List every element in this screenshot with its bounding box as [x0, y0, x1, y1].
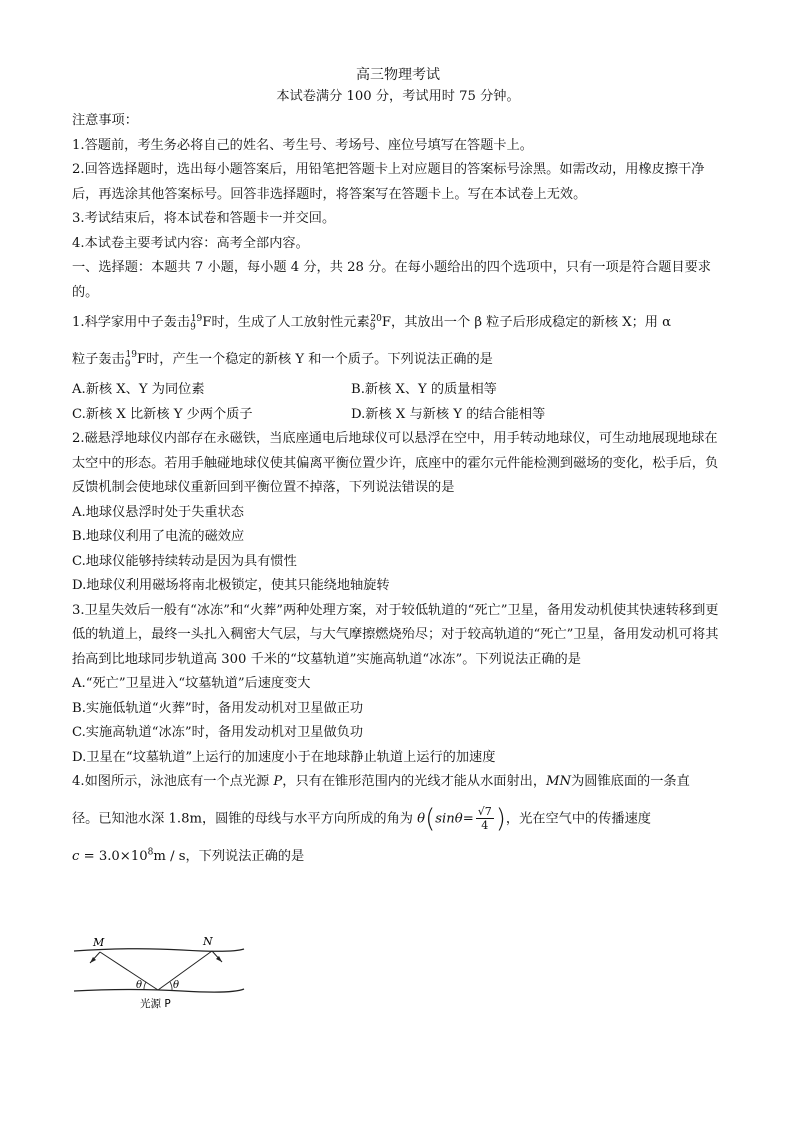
option-d[interactable]: D.新核 X 与新核 Y 的结合能相等: [351, 406, 546, 422]
option-b[interactable]: B.实施低轨道“火葬”时，备用发动机对卫星做正功: [72, 700, 364, 716]
q4-text: 4.如图所示，泳池底有一个点光源: [72, 774, 274, 789]
label-m: M: [93, 936, 105, 949]
figure-caption: 光源 P: [140, 998, 171, 1010]
nuclide-f20: $_9^{20}$F: [369, 313, 392, 333]
q4-fraction: $\frac{√7}{4}$: [477, 805, 492, 832]
question-2-stem: 2.磁悬浮地球仪内部存在永磁铁，当底座通电后地球仪可以悬浮在空中，用手转动地球仪，可生动地展现地球在太空中的形态。若用手触碰地球仪使其偏离平衡位置少许，底座中的霍尔元件能检测到磁场的变化，松手后，负反馈机制会使地球仪重新回到平衡位置不掉落，下列说法错误的是: [72, 431, 719, 495]
q4-text: ，光在空气中的传播速度: [505, 811, 651, 826]
label-theta-left: θ: [136, 980, 143, 991]
label-theta-right: θ: [173, 980, 180, 991]
note-item: 1.答题前，考生务必将自己的姓名、考生号、考场号、座位号填写在答题卡上。: [72, 137, 533, 153]
notes-heading: 注意事项：: [72, 113, 138, 128]
note-item: 3.考试结束后，将本试卷和答题卡一并交回。: [72, 211, 336, 226]
option-a[interactable]: A.新核 X、Y 为同位素: [72, 382, 205, 397]
option-a[interactable]: A.“死亡”卫星进入“坟墓轨道”后速度变大: [72, 676, 311, 691]
q4-var-c: c: [72, 849, 80, 864]
nuclide-f19: $_9^{19}$F: [124, 350, 147, 370]
q4-sin-expr: sinθ=: [435, 811, 474, 826]
section-heading: 一、选择题：本题共 7 小题，每小题 4 分，共 28 分。在每小题给出的四个选项中，只有一项是符合题目要求的。: [72, 260, 711, 300]
q1-text: 粒子轰击: [72, 351, 125, 367]
left-ray: [100, 952, 158, 990]
question-4-stem-line1: [72, 770, 724, 795]
q1-options-row: [72, 403, 724, 428]
option-b[interactable]: B.新核 X、Y 的质量相等: [351, 382, 497, 397]
option-a[interactable]: A.地球仪悬浮时处于失重状态: [72, 504, 244, 520]
q4-text: m / s，下列说法正确的是: [153, 849, 305, 864]
water-surface-line: [74, 949, 244, 952]
exam-subtitle: 本试卷满分 100 分，考试用时 75 分钟。: [276, 89, 520, 104]
option-c[interactable]: C.实施高轨道“冰冻”时，备用发动机对卫星做负功: [72, 725, 364, 740]
note-item: 2.回答选择题时，选出每小题答案后，用铅笔把答题卡上对应题目的答案标号涂黑。如需改动，用橡皮擦干净后，再选涂其他答案标号。回答非选择题时，将答案写在答题卡上。写在本试卷上无效。: [72, 162, 705, 202]
question-1-stem-line1: [72, 311, 724, 336]
q4-theta: θ: [417, 811, 426, 826]
label-n: N: [203, 935, 213, 948]
exam-page: [72, 60, 724, 870]
exam-title: 高三物理考试: [356, 67, 440, 83]
question-3-stem: 3.卫星失效后一般有“冰冻”和“火葬”两种处理方案，对于较低轨道的“死亡”卫星，备用发动机使其快速转移到更低的轨道上，最终一头扎入稠密大气层，与大气摩擦燃烧殆尽；对于较高轨道的“死亡”卫星，备用发动机可将其抬高到比地球同步轨道高 300 千米的“坟墓轨道”实施高轨道“冰冻”。下列说法正确的是: [72, 602, 719, 667]
question-1-stem-line2: [72, 348, 724, 373]
q4-var-p: P: [273, 774, 283, 789]
q1-text: 1.科学家用中子轰击: [72, 315, 191, 330]
q1-text: ，其放出一个 β 粒子后形成稳定的新核 X；用 α: [391, 315, 672, 330]
q1-text: 时，生成了人工放射性元素: [211, 315, 370, 330]
q4-text: 径。已知池水深 1.8m，圆锥的母线与水平方向所成的角为: [72, 811, 418, 826]
option-c[interactable]: C.新核 X 比新核 Y 少两个质子: [72, 406, 253, 422]
option-d[interactable]: D.地球仪利用磁场将南北极锁定，使其只能绕地轴旋转: [72, 578, 390, 593]
right-angle-arc: [170, 982, 172, 990]
q1-options-row: [72, 378, 724, 403]
question-4-stem-line2: 径。已知池水深 1.8m，圆锥的母线与水平方向所成的角为 θ(sinθ= $\frac{√7}{4}$ )，光在空气中的传播速度: [72, 803, 651, 834]
option-d[interactable]: D.卫星在“坟墓轨道”上运行的加速度小于在地球静止轨道上运行的加速度: [72, 749, 496, 765]
question-4-stem-line3: $c = 3.0\times 10^8m / s$，下列说法正确的是: [72, 847, 305, 864]
note-item: 4.本试卷主要考试内容：高考全部内容。: [72, 235, 309, 251]
left-angle-arc: [144, 982, 146, 990]
pool-light-cone-figure: [72, 933, 252, 1013]
nuclide-f19: $_9^{19}$F: [190, 313, 212, 333]
q4-text: ，只有在锥形范围内的光线才能从水面射出，: [282, 774, 547, 789]
q4-text: = 3.0×10: [79, 849, 148, 864]
option-b[interactable]: B.地球仪利用了电流的磁效应: [72, 529, 245, 544]
q4-text: 为圆锥底面的一条直: [571, 774, 690, 789]
q1-text: 时，产生一个稳定的新核 Y 和一个质子。下列说法正确的是: [146, 351, 493, 367]
right-ray: [158, 951, 212, 990]
q4-var-mn: MN: [546, 774, 572, 789]
option-c[interactable]: C.地球仪能够持续转动是因为具有惯性: [72, 553, 297, 569]
